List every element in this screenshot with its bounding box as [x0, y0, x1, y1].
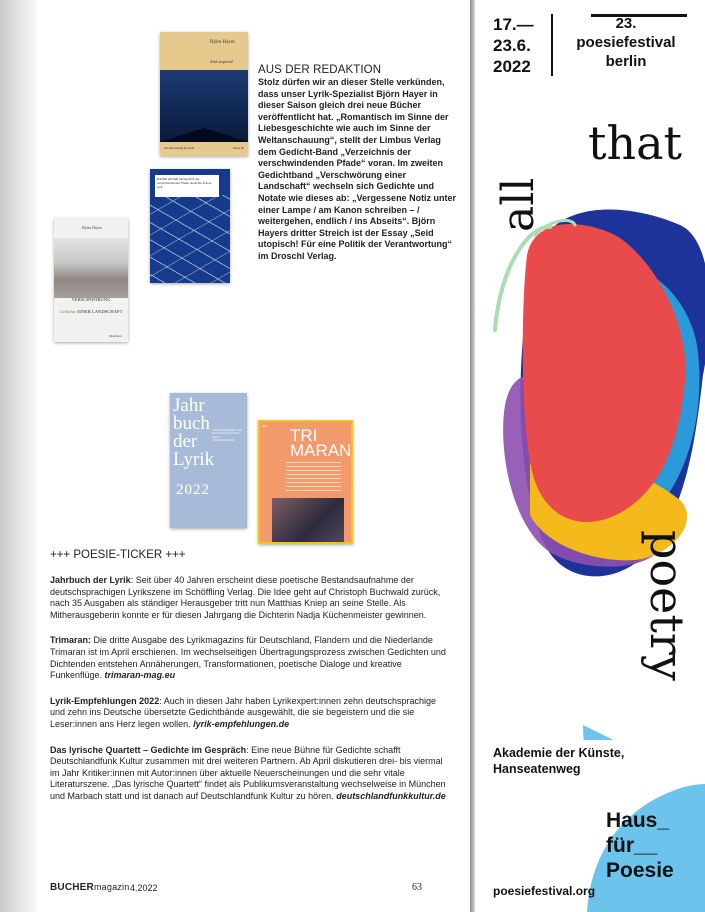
festival-edition: 23.	[615, 15, 637, 32]
ticker-item	[50, 745, 452, 803]
festival-url[interactable]: poesiefestival.org	[493, 884, 596, 898]
magazine-cover-trimaran	[258, 420, 353, 544]
cover-title: TRI MARAN	[290, 426, 352, 460]
logo-line: Poesie	[606, 859, 674, 882]
cover-author: Björn Hayer	[210, 40, 235, 45]
cover-title: Seid utopisch!	[210, 59, 233, 64]
footer-brand-main: BUCHER	[50, 882, 94, 893]
ticker-item-title: Jahrbuch der Lyrik	[50, 575, 131, 585]
haus-fuer-poesie-logo	[606, 808, 674, 883]
poesiefestival-advert	[475, 0, 705, 912]
book-cover-seid-utopisch	[160, 32, 248, 156]
page-footer	[50, 882, 430, 893]
cover-editors: HERAUSGEGEBEN VON MATTHIAS KNIEP UND NADJA KÜCHENMEISTER	[212, 429, 242, 443]
word-poetry: poetry	[640, 530, 694, 681]
cover-author: Björn Hayer	[82, 225, 102, 230]
editorial-body: Stolz dürfen wir an dieser Stelle verkünden, dass unser Lyrik-Spezialist Björn Hayer in dieser Saison gleich drei neue Bücher veröffentlicht hat. „Romantisch im Sinne der Liebesgeschichte wie auch im Sinne der Weltanschauung“, stellt der Limbus Verlag dem Gedicht-Band „Verzeichnis der verschwindenden Pfade“ voran. Im zweiten Gedichtband „Verschwörung einer Landschaft“ wechseln sich Gedichte und Notate wie dieses ab: „Vergessene Notiz unter einer Lampe / am Kanon schreiben – / weitergehen, endlich / ins Abseits“. Björn Hayers dritter Streich ist der Essay „Seid utopisch! Für eine Politik der Verantwortung“ im Droschl Verlag.	[258, 77, 457, 261]
ticker-item	[50, 696, 452, 731]
cover-title-line2-row	[54, 309, 128, 315]
cover-title-line2: EINER LANDSCHAFT	[77, 309, 123, 314]
ticker-item-link[interactable]: trimaran-mag.eu	[104, 670, 176, 681]
cover-subtitle: Gedichte	[59, 309, 77, 314]
ticker-item-text: : Eine neue Bühne für Gedichte schafft Deutschlandfunk Kultur zusammen mit drei weiteren Partnern. Ab April diskutieren drei- bis viermal im Jahr Kritiker:innen mit Autor:innen über aktuelle Neuerscheinungen und die sehr vitale Literaturszene. „Das lyrische Quartett“ findet als Publikumsveranstaltung wechselweise in München und Marbach statt und ist danach auf Deutschlandfunk Kultur zu hören.	[50, 744, 446, 801]
ticker-item-text: : Auch in diesen Jahr haben Lyrikexpert:innen zehn deutschsprachige und zehn ins Deutsche übersetzte Gedichtbände ausgewählt, die sie begeistern und die sie Leser:innen ans Herz legen wollen.	[50, 695, 437, 729]
ticker-item-title: Das lyrische Quartett – Gedichte im Gespräch	[50, 744, 247, 755]
footer-brand	[50, 882, 430, 893]
cover-label: BJÖRN HAYER Verzeichnis der verschwindenden Pfade Gedichte limbus lyrik	[155, 175, 219, 197]
cover-issue: 003	[262, 424, 268, 428]
cover-series: Essay 90	[233, 146, 244, 150]
ticker-item-title: Trimaran:	[50, 635, 92, 646]
logo-line: für__	[606, 834, 658, 857]
ticker-item-text: Die dritte Ausgabe des Lyrikmagazins für Deutschland, Flandern und die Niederlande Trimaran ist im April erschienen. Im wechselseitigen Übertragungsprozess zwischen Gedichten und Dichtenden entstehen Annäherungen, Transformationen, poetische Dialoge und kreative Funkenflüge.	[50, 635, 446, 681]
ticker-item-link[interactable]: deutschlandfunkkultur.de	[336, 790, 446, 801]
cover-publisher: Literaturverlag Droschl	[164, 146, 195, 150]
festival-dates	[493, 14, 534, 77]
location-line: Hanseatenweg	[493, 762, 581, 776]
cover-year: 2022	[176, 482, 210, 498]
poesie-ticker	[50, 549, 452, 817]
logo-line: Haus_	[606, 809, 670, 832]
festival-artwork	[475, 115, 705, 740]
ticker-item	[50, 635, 452, 681]
editorial-heading: AUS DER REDAKTION	[258, 64, 382, 76]
festival-city: berlin	[605, 53, 647, 70]
cover-paper-birds-pattern	[150, 195, 230, 283]
ticker-heading: +++ POESIE-TICKER +++	[50, 549, 186, 561]
book-cover-verschwoerung	[54, 218, 128, 342]
cover-text-lines	[286, 462, 341, 492]
ticker-item-title: Lyrik-Empfehlungen 2022	[50, 695, 160, 706]
date-line: 17.—	[493, 15, 534, 34]
editorial-section	[258, 64, 458, 263]
ticker-item-text: : Seit über 40 Jahren erscheint diese poetische Bestandsaufnahme der deutschsprachigen Lyrikszene im Schöffling Verlag. Die Idee geht auf Christoph Buchwald zurück, nach 35 Ausgaben als ständiger Herausgeber tritt nun Matthias Kniep an seine Stelle. Als Mitherausgeberin konnte er für diesen Jahrgang die Dichterin Nadja Küchenmeister gewinnen.	[50, 575, 441, 620]
ticker-item-link[interactable]: lyrik-empfehlungen.de	[193, 718, 290, 729]
cover-landscape-photo	[54, 238, 128, 298]
date-line: 23.6.	[493, 36, 531, 55]
lightblue-shape	[583, 725, 705, 740]
festival-name	[561, 14, 691, 71]
book-cover-jahrbuch-der-lyrik	[170, 393, 247, 528]
cover-mountain	[160, 128, 248, 142]
footer-brand-suffix: magazin	[93, 882, 130, 892]
cover-publisher: Dielmann	[109, 334, 122, 338]
word-that: that	[588, 116, 683, 170]
cover-title: Jahr buch der Lyrik	[173, 395, 215, 470]
book-cover-verzeichnis	[150, 169, 230, 283]
date-line: 2022	[493, 57, 531, 76]
ticker-item	[50, 575, 452, 621]
location-line: Akademie der Künste,	[493, 746, 625, 760]
footer-issue: 4.2022	[130, 883, 158, 893]
cover-title-line1: VERSCHWÖRUNG	[71, 297, 111, 302]
cover-photo	[272, 498, 344, 542]
page-edge	[0, 0, 36, 912]
festival-title: poesiefestival	[576, 34, 676, 51]
page-number: 63	[412, 882, 422, 893]
divider-vertical	[551, 14, 553, 76]
festival-location	[493, 745, 624, 777]
word-all: all	[493, 177, 544, 232]
